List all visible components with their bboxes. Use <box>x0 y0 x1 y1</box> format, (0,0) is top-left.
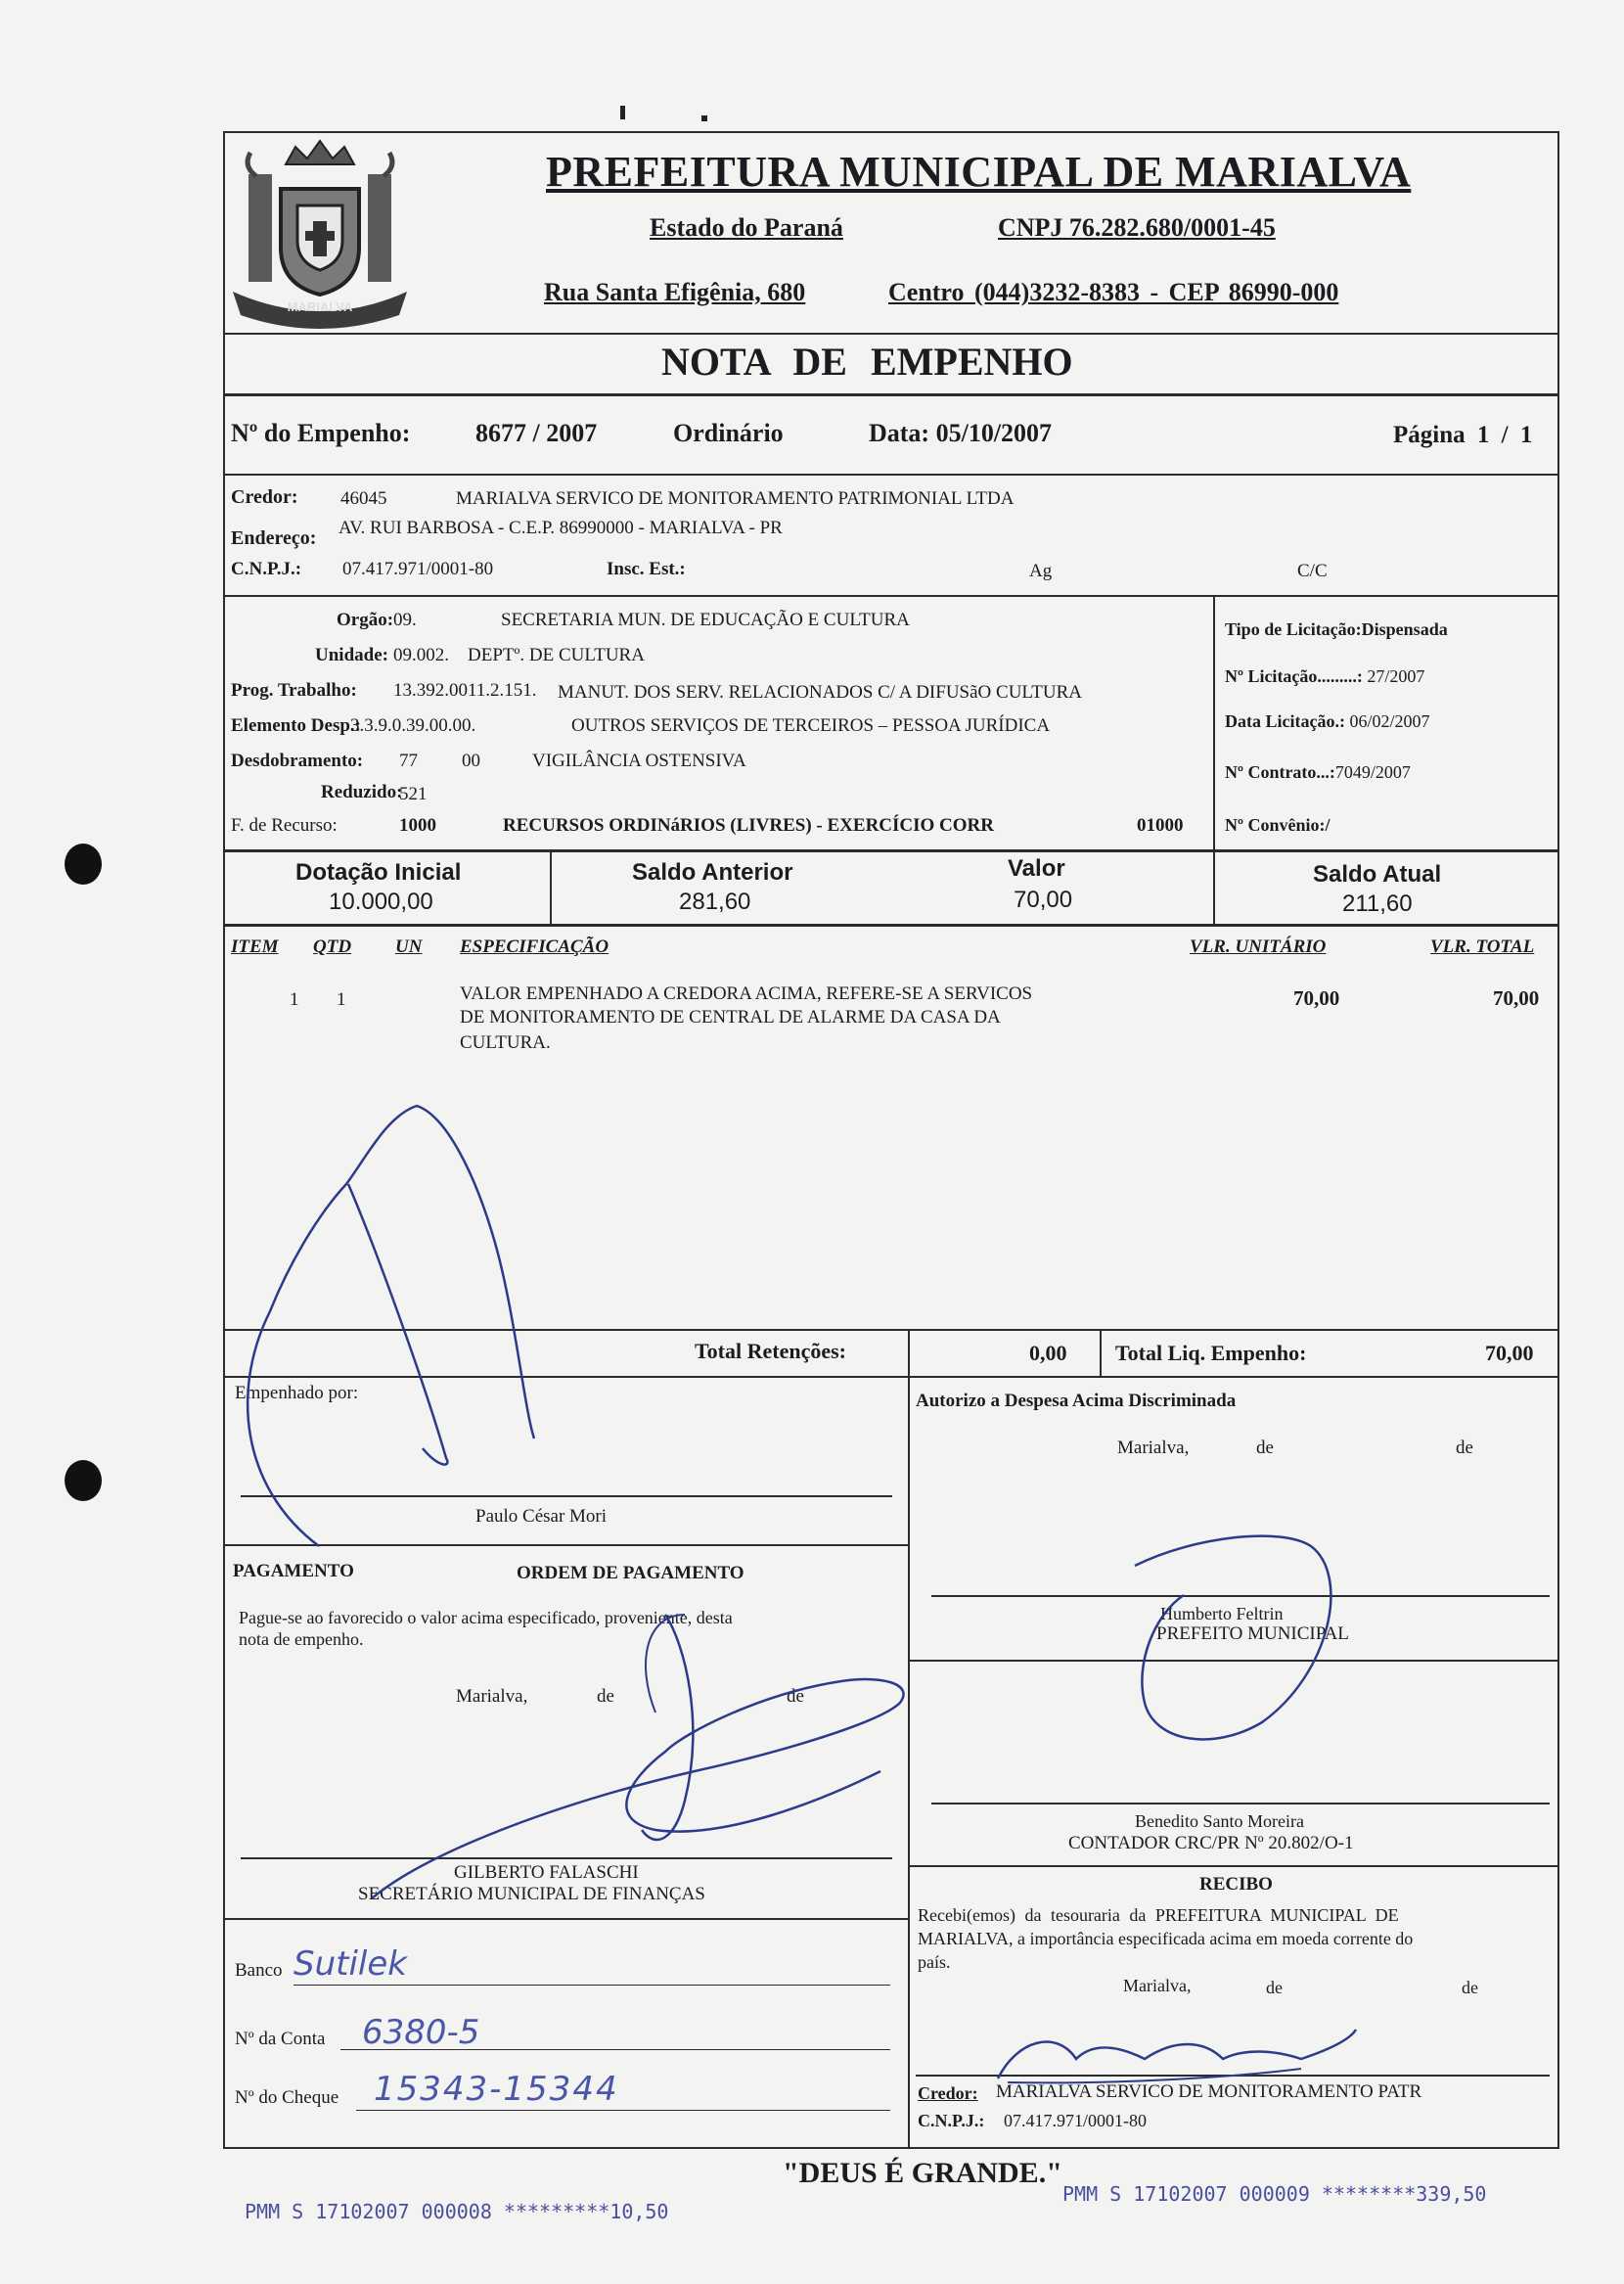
autorizo-de-2: de <box>1456 1438 1473 1458</box>
n-contrato-label: Nº Contrato...: <box>1225 762 1335 782</box>
cheque-label: Nº do Cheque <box>235 2087 339 2108</box>
unidade-label: Unidade: <box>315 645 388 665</box>
teller-stamp-right: PMM S 17102007 000009 ********339,50 <box>1062 2182 1487 2206</box>
city-hall-contact: Centro (044)3232-8383 - CEP 86990-000 <box>888 278 1339 306</box>
insc-est-label: Insc. Est.: <box>607 559 686 579</box>
divider <box>1100 1329 1102 1376</box>
saldo-atual-value: 211,60 <box>1342 891 1413 917</box>
pagamento-text-line: Pague-se ao favorecido o valor acima especificado, proveniente, desta <box>239 1608 733 1627</box>
divider <box>223 595 1559 597</box>
scan-speck <box>620 106 625 119</box>
item-unit-value: 70,00 <box>1293 986 1340 1010</box>
n-contrato-value: 7049/2007 <box>1334 762 1411 782</box>
divider <box>223 849 1559 852</box>
field-line <box>293 1985 890 1986</box>
city-hall-cnpj: CNPJ 76.282.680/0001-45 <box>998 213 1276 242</box>
cheque-value: 15343-15344 <box>374 2070 619 2109</box>
divider <box>223 924 1559 927</box>
signature-line <box>931 1803 1550 1804</box>
credor-cnpj-label: C.N.P.J.: <box>231 559 302 579</box>
unidade-code: 09.002. <box>393 645 449 665</box>
handwritten-signature <box>231 1096 564 1556</box>
banco-value: Sutilek <box>293 1944 407 1984</box>
recibo-place: Marialva, <box>1123 1976 1192 1995</box>
pagamento-text-line: nota de empenho. <box>239 1629 364 1649</box>
ordem-pagamento-label: ORDEM DE PAGAMENTO <box>517 1563 744 1583</box>
conta-value: 6380-5 <box>362 2013 480 2052</box>
city-hall-title: PREFEITURA MUNICIPAL DE MARIALVA <box>546 148 1412 196</box>
state-name: Estado do Paraná <box>650 213 843 242</box>
col-header-spec: ESPECIFICAÇÃO <box>460 936 609 957</box>
scan-speck <box>701 115 707 121</box>
recibo-text-line: Recebi(emos) da tesouraria da PREFEITURA MUNICIPAL DE <box>918 1905 1399 1925</box>
reduzido-value: 521 <box>399 784 428 804</box>
municipal-crest-icon <box>227 135 413 331</box>
credor-name: MARIALVA SERVICO DE MONITORAMENTO PATRIMONIAL LTDA <box>456 488 1015 509</box>
empenhado-name: Paulo César Mori <box>475 1506 608 1527</box>
crest-ribbon-text: MARIALVA <box>287 299 353 314</box>
empenho-date: Data: 05/10/2007 <box>869 419 1053 447</box>
recurso-label: F. de Recurso: <box>231 815 338 836</box>
prog-trabalho-name: MANUT. DOS SERV. RELACIONADOS C/ A DIFUSãO CULTURA <box>558 682 1082 703</box>
divider <box>223 474 1559 476</box>
punch-hole-top <box>65 844 102 885</box>
recibo-cnpj-value: 07.417.971/0001-80 <box>1004 2111 1147 2130</box>
desdobramento-a: 77 <box>399 751 418 771</box>
contador-title: CONTADOR CRC/PR Nº 20.802/O-1 <box>1068 1833 1354 1853</box>
liquido-label: Total Liq. Empenho: <box>1115 1341 1307 1365</box>
orgao-code: 09. <box>393 610 417 630</box>
saldo-atual-label: Saldo Atual <box>1313 861 1442 888</box>
handwritten-signature <box>1115 1507 1350 1781</box>
prefeito-name: Humberto Feltrin <box>1160 1604 1284 1623</box>
credor-label: Credor: <box>231 486 298 508</box>
handwritten-signature <box>372 1605 920 1918</box>
unidade-name: DEPTº. DE CULTURA <box>468 645 645 665</box>
reduzido-label: Reduzido: <box>321 782 403 802</box>
prog-trabalho-label: Prog. Trabalho: <box>231 680 357 701</box>
saldo-anterior-value: 281,60 <box>679 889 751 915</box>
data-licitacao-value: 06/02/2007 <box>1349 711 1430 731</box>
prog-trabalho-code: 13.392.0011.2.151. <box>393 680 537 701</box>
n-contrato <box>1225 763 1411 781</box>
pagamento-label: PAGAMENTO <box>233 1561 354 1581</box>
divider <box>223 1918 908 1920</box>
col-header-qtd: QTD <box>313 936 352 957</box>
divider <box>223 393 1559 396</box>
col-header-un: UN <box>395 936 423 957</box>
teller-stamp-left: PMM S 17102007 000008 *********10,50 <box>245 2200 669 2223</box>
pagamento-de-1: de <box>597 1686 614 1707</box>
recibo-cnpj-label: C.N.P.J.: <box>918 2111 985 2130</box>
valor-value: 70,00 <box>1014 887 1073 913</box>
city-hall-address: Rua Santa Efigênia, 680 <box>544 278 806 306</box>
handwritten-signature <box>988 2020 1360 2088</box>
desdobramento-name: VIGILÂNCIA OSTENSIVA <box>532 751 746 771</box>
elemento-code: 3.3.9.0.39.00.00. <box>350 715 476 736</box>
cc-label: C/C <box>1297 561 1328 581</box>
item-total-value: 70,00 <box>1493 986 1540 1010</box>
desdobramento-b: 00 <box>462 751 480 771</box>
divider <box>550 849 552 924</box>
dotacao-label: Dotação Inicial <box>295 859 462 886</box>
item-spec-line: DE MONITORAMENTO DE CENTRAL DE ALARME DA CASA DA <box>460 1007 1001 1028</box>
elemento-name: OUTROS SERVIÇOS DE TERCEIROS – PESSOA JURÍDICA <box>571 715 1051 736</box>
field-line <box>356 2110 890 2111</box>
recibo-de-2: de <box>1462 1978 1478 1997</box>
divider <box>223 333 1559 335</box>
autorizo-place: Marialva, <box>1117 1438 1190 1458</box>
punch-hole-bottom <box>65 1460 102 1501</box>
empenho-type: Ordinário <box>673 419 784 447</box>
orgao-name: SECRETARIA MUN. DE EDUCAÇÃO E CULTURA <box>501 610 910 630</box>
recibo-text-line: país. <box>918 1952 951 1972</box>
conta-label: Nº da Conta <box>235 2029 326 2049</box>
n-licitacao-label: Nº Licitação.........: <box>1225 666 1363 686</box>
page-indicator: Página 1 / 1 <box>1393 422 1533 448</box>
recurso-code: 1000 <box>399 815 436 836</box>
autorizo-de-1: de <box>1256 1438 1274 1458</box>
tipo-licitacao: Tipo de Licitação:Dispensada <box>1225 619 1448 639</box>
orgao-label: Orgão: <box>337 610 394 630</box>
divider <box>1213 595 1215 849</box>
recibo-credor-value: MARIALVA SERVICO DE MONITORAMENTO PATR <box>996 2081 1422 2102</box>
dotacao-value: 10.000,00 <box>329 889 433 915</box>
recibo-label: RECIBO <box>1199 1874 1273 1895</box>
n-convenio: Nº Convênio:/ <box>1225 815 1331 835</box>
desdobramento-label: Desdobramento: <box>231 751 364 771</box>
item-qtd: 1 <box>337 989 346 1010</box>
item-spec-line: VALOR EMPENHADO A CREDORA ACIMA, REFERE-SE A SERVICOS <box>460 983 1033 1004</box>
recurso-name: RECURSOS ORDINáRIOS (LIVRES) - EXERCÍCIO CORR <box>503 815 994 836</box>
n-licitacao <box>1225 667 1424 685</box>
prefeito-title: PREFEITO MUNICIPAL <box>1156 1623 1349 1644</box>
liquido-value: 70,00 <box>1485 1341 1534 1365</box>
banco-label: Banco <box>235 1960 283 1981</box>
recibo-credor-label: Credor: <box>918 2083 978 2103</box>
credor-cnpj: 07.417.971/0001-80 <box>342 559 494 579</box>
divider <box>908 1865 1559 1867</box>
data-licitacao <box>1225 712 1429 730</box>
credor-address-label: Endereço: <box>231 527 317 549</box>
retencoes-label: Total Retenções: <box>695 1339 846 1363</box>
saldo-anterior-label: Saldo Anterior <box>632 859 793 886</box>
divider <box>1213 849 1215 924</box>
empenhado-label: Empenhado por: <box>235 1383 359 1403</box>
document-title: NOTA DE EMPENHO <box>661 340 1073 384</box>
n-licitacao-value: 27/2007 <box>1367 666 1425 686</box>
recibo-text-line: MARIALVA, a importância especificada acima em moeda corrente do <box>918 1929 1414 1948</box>
item-number: 1 <box>290 989 299 1010</box>
secretario-name: GILBERTO FALASCHI <box>454 1862 639 1883</box>
empenho-number: 8677 / 2007 <box>475 419 598 447</box>
valor-label: Valor <box>1008 855 1065 882</box>
ag-label: Ag <box>1029 561 1053 581</box>
col-header-item: ITEM <box>231 936 279 957</box>
col-header-total-value: VLR. TOTAL <box>1430 936 1535 957</box>
recurso-number: 01000 <box>1137 815 1184 836</box>
credor-address: AV. RUI BARBOSA - C.E.P. 86990000 - MARIALVA - PR <box>338 518 783 538</box>
contador-name: Benedito Santo Moreira <box>1135 1811 1304 1831</box>
secretario-title: SECRETÁRIO MUNICIPAL DE FINANÇAS <box>358 1884 705 1904</box>
empenho-number-label: Nº do Empenho: <box>231 419 411 447</box>
autorizo-label: Autorizo a Despesa Acima Discriminada <box>916 1391 1237 1411</box>
data-licitacao-label: Data Licitação.: <box>1225 711 1345 731</box>
retencoes-value: 0,00 <box>1029 1341 1067 1365</box>
item-spec-line: CULTURA. <box>460 1032 551 1053</box>
motto: "DEUS É GRANDE." <box>783 2157 1062 2189</box>
credor-code: 46045 <box>340 488 387 509</box>
pagamento-de-2: de <box>787 1686 804 1707</box>
col-header-unit-value: VLR. UNITÁRIO <box>1190 936 1327 957</box>
recibo-de-1: de <box>1266 1978 1283 1997</box>
pagamento-place: Marialva, <box>456 1686 528 1707</box>
elemento-label: Elemento Desp.: <box>231 715 361 736</box>
